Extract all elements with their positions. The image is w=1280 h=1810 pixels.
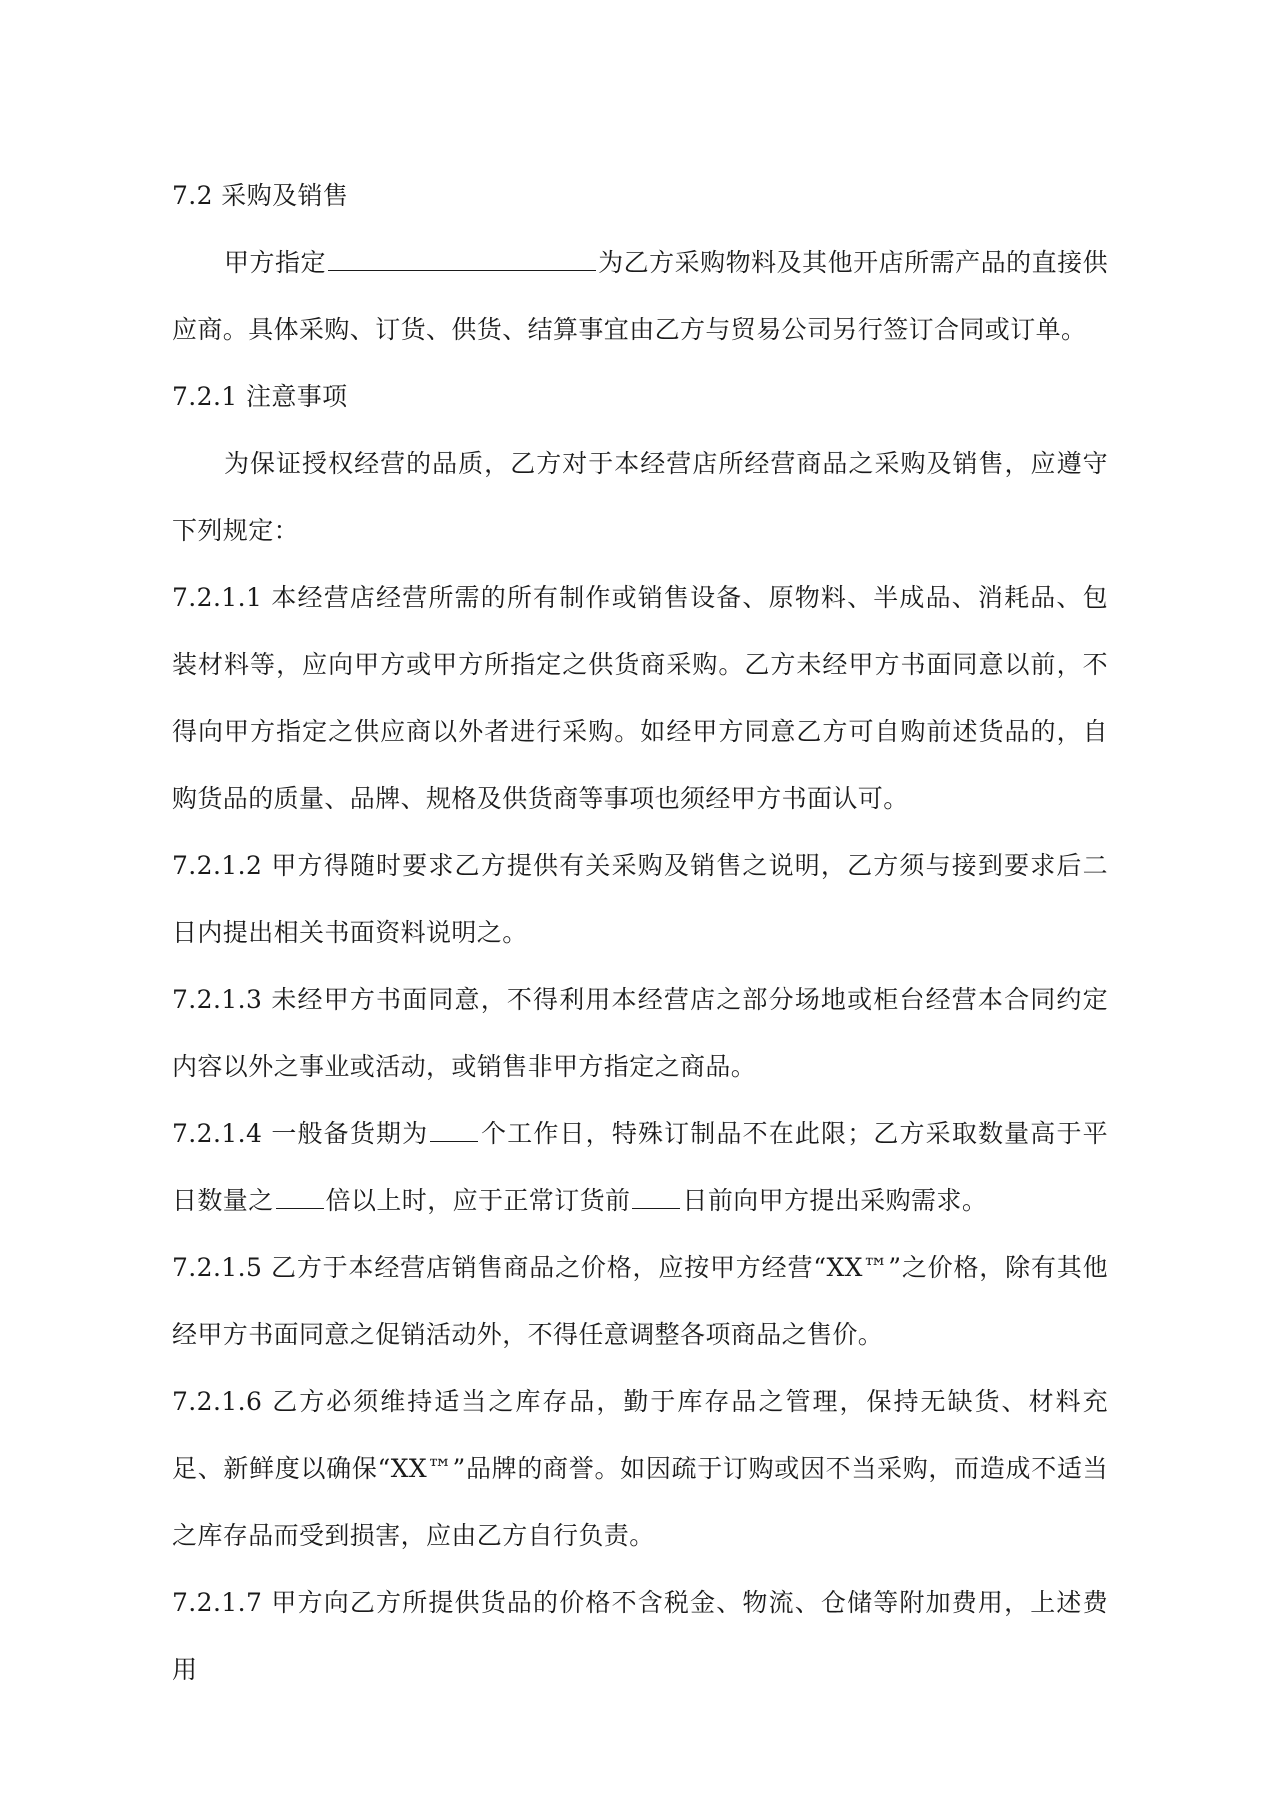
clause-7-2-1-4-part3: 倍以上时，应于正常订货前 bbox=[325, 1186, 631, 1215]
section-heading: 7.2 采购及销售 bbox=[172, 181, 349, 210]
stocking-days-blank bbox=[430, 1115, 478, 1142]
clause-7-2-1-5: 7.2.1.5 乙方于本经营店销售商品之价格，应按甲方经营“XX™”之价格，除有其他经甲方书面同意之促销活动外，不得任意调整各项商品之售价。 bbox=[172, 1253, 1108, 1349]
clause-7-2-1-3: 7.2.1.3 未经甲方书面同意，不得利用本经营店之部分场地或柜台经营本合同约定内容以外之事业或活动，或销售非甲方指定之商品。 bbox=[172, 985, 1108, 1081]
clause-7-2-1-4-part4: 日前向甲方提出采购需求。 bbox=[682, 1186, 988, 1215]
supplier-name-blank bbox=[328, 244, 596, 271]
clause-7-2-1-4-part2: 个工作日，特殊订制品不在此限；乙方采取数量高于平日数量之 bbox=[172, 1119, 1108, 1215]
clause-7-2-1-4 bbox=[172, 1100, 1108, 1234]
subsection-heading: 7.2.1 注意事项 bbox=[172, 382, 348, 411]
clause-7-2-1-6: 7.2.1.6 乙方必须维持适当之库存品，勤于库存品之管理，保持无缺货、材料充足、新鲜度以确保“XX™”品牌的商誉。如因疏于订购或因不当采购，而造成不适当之库存品而受到损害，应由乙方自行负责。 bbox=[172, 1387, 1108, 1550]
clause-7-2-1-2: 7.2.1.2 甲方得随时要求乙方提供有关采购及销售之说明，乙方须与接到要求后二日内提出相关书面资料说明之。 bbox=[172, 851, 1108, 947]
intro-paragraph: 为保证授权经营的品质，乙方对于本经营店所经营商品之采购及销售，应遵守下列规定： bbox=[172, 449, 1108, 545]
clause-7-2-1-4-part1: 7.2.1.4 一般备货期为 bbox=[172, 1119, 429, 1148]
clause-7-2-1-1: 7.2.1.1 本经营店经营所需的所有制作或销售设备、原物料、半成品、消耗品、包装材料等，应向甲方或甲方所指定之供货商采购。乙方未经甲方书面同意以前，不得向甲方指定之供应商以外者进行采购。如经甲方同意乙方可自购前述货品的，自购货品的质量、品牌、规格及供货商等事项也须经甲方书面认可。 bbox=[172, 583, 1108, 813]
supplier-text-before: 甲方指定 bbox=[224, 248, 326, 277]
supplier-paragraph bbox=[172, 229, 1108, 363]
advance-days-blank bbox=[632, 1182, 680, 1209]
clause-7-2-1-7: 7.2.1.7 甲方向乙方所提供货品的价格不含税金、物流、仓储等附加费用，上述费用 bbox=[172, 1588, 1108, 1684]
supplier-text-after: 为乙方采购物料及其他开店所需产品的直接供应商。具体采购、订货、供货、结算事宜由乙方与贸易公司另行签订合同或订单。 bbox=[172, 248, 1108, 344]
quantity-multiple-blank bbox=[276, 1182, 324, 1209]
document-body bbox=[172, 162, 1108, 1703]
